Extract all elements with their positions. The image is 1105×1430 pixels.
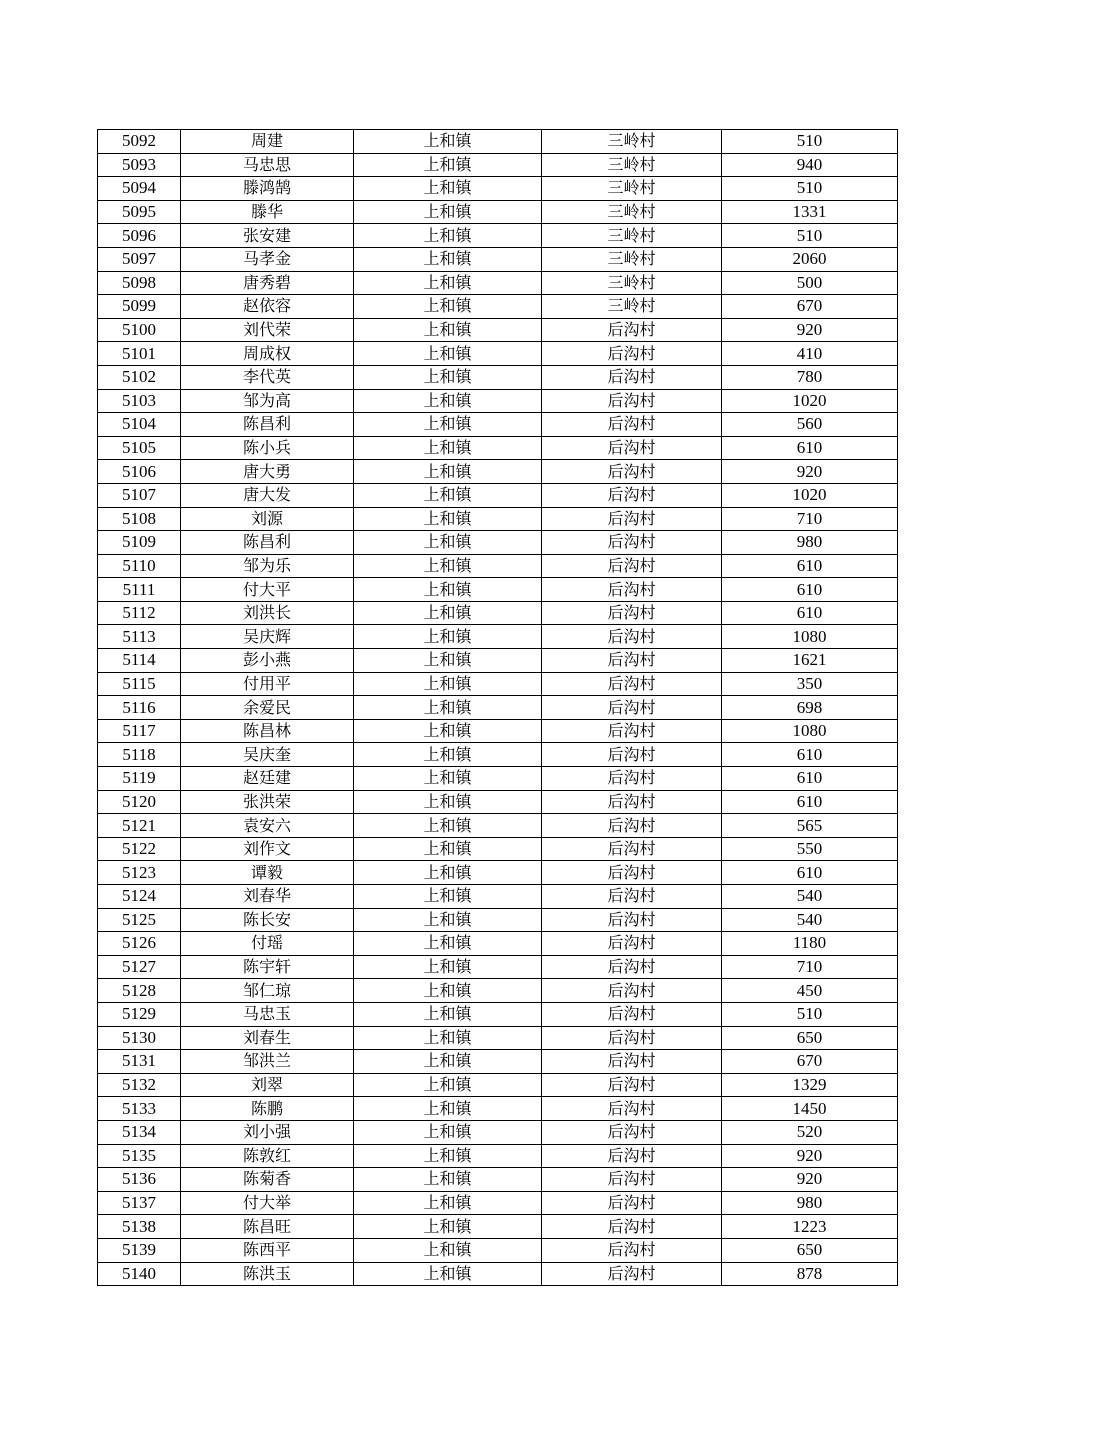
row-number-cell: 5107 [98,483,181,507]
name-cell: 刘代荣 [181,318,354,342]
town-cell: 上和镇 [354,649,542,673]
roster-table-body [98,130,898,1286]
village-cell: 后沟村 [542,1168,722,1192]
village-cell: 三岭村 [542,224,722,248]
row-number-cell: 5138 [98,1215,181,1239]
town-cell: 上和镇 [354,177,542,201]
table-row [98,672,898,696]
town-cell: 上和镇 [354,507,542,531]
table-row [98,1073,898,1097]
row-number-cell: 5111 [98,578,181,602]
village-cell: 三岭村 [542,247,722,271]
row-number-cell: 5131 [98,1050,181,1074]
village-cell: 后沟村 [542,578,722,602]
row-number-cell: 5115 [98,672,181,696]
name-cell: 唐大发 [181,483,354,507]
row-number-cell: 5092 [98,130,181,154]
table-row [98,200,898,224]
name-cell: 唐大勇 [181,460,354,484]
name-cell: 滕华 [181,200,354,224]
row-number-cell: 5140 [98,1262,181,1286]
amount-cell: 610 [722,743,898,767]
village-cell: 三岭村 [542,177,722,201]
name-cell: 陈昌利 [181,531,354,555]
table-row [98,1050,898,1074]
row-number-cell: 5121 [98,814,181,838]
table-row [98,885,898,909]
town-cell: 上和镇 [354,483,542,507]
table-row [98,436,898,460]
village-cell: 后沟村 [542,814,722,838]
table-row [98,1168,898,1192]
name-cell: 陈西平 [181,1238,354,1262]
row-number-cell: 5095 [98,200,181,224]
table-row [98,153,898,177]
village-cell: 后沟村 [542,955,722,979]
row-number-cell: 5101 [98,342,181,366]
amount-cell: 450 [722,979,898,1003]
table-row [98,932,898,956]
row-number-cell: 5133 [98,1097,181,1121]
table-row [98,979,898,1003]
town-cell: 上和镇 [354,1097,542,1121]
table-row [98,578,898,602]
amount-cell: 1080 [722,625,898,649]
town-cell: 上和镇 [354,1262,542,1286]
village-cell: 后沟村 [542,413,722,437]
row-number-cell: 5119 [98,767,181,791]
town-cell: 上和镇 [354,601,542,625]
amount-cell: 670 [722,295,898,319]
name-cell: 邹为乐 [181,554,354,578]
amount-cell: 1080 [722,719,898,743]
amount-cell: 920 [722,1168,898,1192]
table-row [98,649,898,673]
town-cell: 上和镇 [354,224,542,248]
table-row [98,413,898,437]
name-cell: 邹仁琼 [181,979,354,1003]
village-cell: 后沟村 [542,318,722,342]
village-cell: 后沟村 [542,365,722,389]
row-number-cell: 5135 [98,1144,181,1168]
row-number-cell: 5139 [98,1238,181,1262]
village-cell: 后沟村 [542,1026,722,1050]
row-number-cell: 5123 [98,861,181,885]
name-cell: 刘春生 [181,1026,354,1050]
town-cell: 上和镇 [354,955,542,979]
name-cell: 张安建 [181,224,354,248]
amount-cell: 540 [722,885,898,909]
town-cell: 上和镇 [354,814,542,838]
row-number-cell: 5094 [98,177,181,201]
town-cell: 上和镇 [354,318,542,342]
town-cell: 上和镇 [354,908,542,932]
amount-cell: 980 [722,1191,898,1215]
amount-cell: 610 [722,861,898,885]
town-cell: 上和镇 [354,696,542,720]
village-cell: 后沟村 [542,1002,722,1026]
town-cell: 上和镇 [354,271,542,295]
table-row [98,861,898,885]
row-number-cell: 5136 [98,1168,181,1192]
table-row [98,696,898,720]
amount-cell: 1329 [722,1073,898,1097]
name-cell: 赵廷建 [181,767,354,791]
row-number-cell: 5097 [98,247,181,271]
town-cell: 上和镇 [354,130,542,154]
row-number-cell: 5096 [98,224,181,248]
town-cell: 上和镇 [354,1002,542,1026]
name-cell: 彭小燕 [181,649,354,673]
village-cell: 后沟村 [542,719,722,743]
town-cell: 上和镇 [354,790,542,814]
amount-cell: 510 [722,1002,898,1026]
row-number-cell: 5113 [98,625,181,649]
table-row [98,1120,898,1144]
row-number-cell: 5105 [98,436,181,460]
village-cell: 三岭村 [542,200,722,224]
town-cell: 上和镇 [354,436,542,460]
amount-cell: 510 [722,130,898,154]
village-cell: 后沟村 [542,885,722,909]
amount-cell: 710 [722,955,898,979]
row-number-cell: 5134 [98,1120,181,1144]
amount-cell: 878 [722,1262,898,1286]
name-cell: 付用平 [181,672,354,696]
town-cell: 上和镇 [354,767,542,791]
row-number-cell: 5104 [98,413,181,437]
amount-cell: 610 [722,601,898,625]
town-cell: 上和镇 [354,1238,542,1262]
amount-cell: 610 [722,767,898,791]
row-number-cell: 5122 [98,837,181,861]
row-number-cell: 5102 [98,365,181,389]
amount-cell: 698 [722,696,898,720]
amount-cell: 500 [722,271,898,295]
name-cell: 陈长安 [181,908,354,932]
table-row [98,365,898,389]
name-cell: 李代英 [181,365,354,389]
town-cell: 上和镇 [354,1073,542,1097]
village-cell: 三岭村 [542,130,722,154]
village-cell: 后沟村 [542,1073,722,1097]
town-cell: 上和镇 [354,531,542,555]
name-cell: 周成权 [181,342,354,366]
row-number-cell: 5108 [98,507,181,531]
village-cell: 三岭村 [542,295,722,319]
row-number-cell: 5099 [98,295,181,319]
row-number-cell: 5110 [98,554,181,578]
town-cell: 上和镇 [354,837,542,861]
name-cell: 邹洪兰 [181,1050,354,1074]
name-cell: 周建 [181,130,354,154]
row-number-cell: 5100 [98,318,181,342]
name-cell: 马忠玉 [181,1002,354,1026]
amount-cell: 410 [722,342,898,366]
name-cell: 马孝金 [181,247,354,271]
town-cell: 上和镇 [354,342,542,366]
village-cell: 后沟村 [542,908,722,932]
town-cell: 上和镇 [354,365,542,389]
amount-cell: 780 [722,365,898,389]
amount-cell: 1450 [722,1097,898,1121]
row-number-cell: 5116 [98,696,181,720]
village-cell: 后沟村 [542,601,722,625]
village-cell: 后沟村 [542,696,722,720]
village-cell: 后沟村 [542,507,722,531]
name-cell: 陈昌利 [181,413,354,437]
row-number-cell: 5109 [98,531,181,555]
town-cell: 上和镇 [354,1050,542,1074]
name-cell: 陈洪玉 [181,1262,354,1286]
table-row [98,743,898,767]
amount-cell: 510 [722,177,898,201]
amount-cell: 920 [722,1144,898,1168]
town-cell: 上和镇 [354,460,542,484]
village-cell: 后沟村 [542,743,722,767]
name-cell: 付大平 [181,578,354,602]
amount-cell: 520 [722,1120,898,1144]
name-cell: 付大举 [181,1191,354,1215]
row-number-cell: 5103 [98,389,181,413]
town-cell: 上和镇 [354,932,542,956]
table-row [98,130,898,154]
table-row [98,177,898,201]
name-cell: 唐秀碧 [181,271,354,295]
town-cell: 上和镇 [354,1168,542,1192]
town-cell: 上和镇 [354,554,542,578]
row-number-cell: 5117 [98,719,181,743]
amount-cell: 650 [722,1026,898,1050]
town-cell: 上和镇 [354,295,542,319]
amount-cell: 610 [722,578,898,602]
name-cell: 邹为高 [181,389,354,413]
town-cell: 上和镇 [354,861,542,885]
amount-cell: 1180 [722,932,898,956]
name-cell: 吴庆辉 [181,625,354,649]
table-row [98,507,898,531]
amount-cell: 560 [722,413,898,437]
amount-cell: 550 [722,837,898,861]
table-row [98,483,898,507]
amount-cell: 2060 [722,247,898,271]
town-cell: 上和镇 [354,413,542,437]
village-cell: 后沟村 [542,342,722,366]
row-number-cell: 5120 [98,790,181,814]
table-row [98,601,898,625]
village-cell: 后沟村 [542,554,722,578]
village-cell: 后沟村 [542,767,722,791]
table-row [98,318,898,342]
table-row [98,1026,898,1050]
name-cell: 刘源 [181,507,354,531]
table-row [98,342,898,366]
town-cell: 上和镇 [354,200,542,224]
name-cell: 马忠思 [181,153,354,177]
name-cell: 赵依容 [181,295,354,319]
table-row [98,1238,898,1262]
row-number-cell: 5093 [98,153,181,177]
amount-cell: 920 [722,460,898,484]
town-cell: 上和镇 [354,1191,542,1215]
row-number-cell: 5129 [98,1002,181,1026]
amount-cell: 350 [722,672,898,696]
row-number-cell: 5128 [98,979,181,1003]
amount-cell: 940 [722,153,898,177]
name-cell: 付瑶 [181,932,354,956]
town-cell: 上和镇 [354,979,542,1003]
village-cell: 后沟村 [542,1144,722,1168]
amount-cell: 1020 [722,483,898,507]
table-row [98,1262,898,1286]
village-cell: 后沟村 [542,649,722,673]
town-cell: 上和镇 [354,153,542,177]
row-number-cell: 5130 [98,1026,181,1050]
table-row [98,767,898,791]
name-cell: 刘小强 [181,1120,354,1144]
village-cell: 后沟村 [542,672,722,696]
amount-cell: 610 [722,436,898,460]
name-cell: 陈鹏 [181,1097,354,1121]
village-cell: 后沟村 [542,1120,722,1144]
town-cell: 上和镇 [354,1120,542,1144]
table-row [98,625,898,649]
town-cell: 上和镇 [354,578,542,602]
village-cell: 后沟村 [542,837,722,861]
village-cell: 后沟村 [542,531,722,555]
table-row [98,224,898,248]
name-cell: 吴庆奎 [181,743,354,767]
name-cell: 陈小兵 [181,436,354,460]
table-row [98,271,898,295]
village-cell: 后沟村 [542,1097,722,1121]
row-number-cell: 5132 [98,1073,181,1097]
town-cell: 上和镇 [354,389,542,413]
amount-cell: 610 [722,790,898,814]
row-number-cell: 5124 [98,885,181,909]
amount-cell: 710 [722,507,898,531]
row-number-cell: 5114 [98,649,181,673]
name-cell: 谭毅 [181,861,354,885]
table-row [98,790,898,814]
town-cell: 上和镇 [354,672,542,696]
town-cell: 上和镇 [354,247,542,271]
amount-cell: 920 [722,318,898,342]
name-cell: 刘翠 [181,1073,354,1097]
amount-cell: 980 [722,531,898,555]
town-cell: 上和镇 [354,719,542,743]
row-number-cell: 5125 [98,908,181,932]
name-cell: 张洪荣 [181,790,354,814]
amount-cell: 1331 [722,200,898,224]
village-cell: 后沟村 [542,790,722,814]
village-cell: 后沟村 [542,1262,722,1286]
amount-cell: 1020 [722,389,898,413]
village-cell: 后沟村 [542,460,722,484]
table-row [98,1215,898,1239]
village-cell: 后沟村 [542,483,722,507]
village-cell: 三岭村 [542,153,722,177]
table-row [98,389,898,413]
town-cell: 上和镇 [354,1026,542,1050]
row-number-cell: 5126 [98,932,181,956]
amount-cell: 650 [722,1238,898,1262]
village-cell: 后沟村 [542,389,722,413]
name-cell: 陈敦红 [181,1144,354,1168]
table-row [98,1191,898,1215]
village-cell: 后沟村 [542,1191,722,1215]
town-cell: 上和镇 [354,885,542,909]
row-number-cell: 5118 [98,743,181,767]
row-number-cell: 5098 [98,271,181,295]
name-cell: 陈宇轩 [181,955,354,979]
amount-cell: 565 [722,814,898,838]
village-cell: 后沟村 [542,979,722,1003]
roster-table [97,129,898,1286]
village-cell: 三岭村 [542,271,722,295]
name-cell: 陈昌林 [181,719,354,743]
village-cell: 后沟村 [542,1215,722,1239]
town-cell: 上和镇 [354,625,542,649]
row-number-cell: 5106 [98,460,181,484]
table-row [98,1097,898,1121]
table-row [98,1002,898,1026]
name-cell: 刘洪长 [181,601,354,625]
table-row [98,531,898,555]
table-row [98,908,898,932]
table-row [98,554,898,578]
table-row [98,719,898,743]
village-cell: 后沟村 [542,861,722,885]
row-number-cell: 5137 [98,1191,181,1215]
name-cell: 刘春华 [181,885,354,909]
table-row [98,837,898,861]
town-cell: 上和镇 [354,1215,542,1239]
village-cell: 后沟村 [542,625,722,649]
table-row [98,247,898,271]
row-number-cell: 5112 [98,601,181,625]
table-row [98,295,898,319]
row-number-cell: 5127 [98,955,181,979]
village-cell: 后沟村 [542,1238,722,1262]
town-cell: 上和镇 [354,1144,542,1168]
amount-cell: 540 [722,908,898,932]
amount-cell: 1621 [722,649,898,673]
table-row [98,460,898,484]
amount-cell: 510 [722,224,898,248]
name-cell: 陈昌旺 [181,1215,354,1239]
village-cell: 后沟村 [542,932,722,956]
village-cell: 后沟村 [542,436,722,460]
name-cell: 刘作文 [181,837,354,861]
table-row [98,1144,898,1168]
village-cell: 后沟村 [542,1050,722,1074]
amount-cell: 670 [722,1050,898,1074]
name-cell: 袁安六 [181,814,354,838]
table-row [98,955,898,979]
amount-cell: 610 [722,554,898,578]
name-cell: 陈菊香 [181,1168,354,1192]
town-cell: 上和镇 [354,743,542,767]
amount-cell: 1223 [722,1215,898,1239]
table-row [98,814,898,838]
name-cell: 余爱民 [181,696,354,720]
name-cell: 滕鸿鹄 [181,177,354,201]
